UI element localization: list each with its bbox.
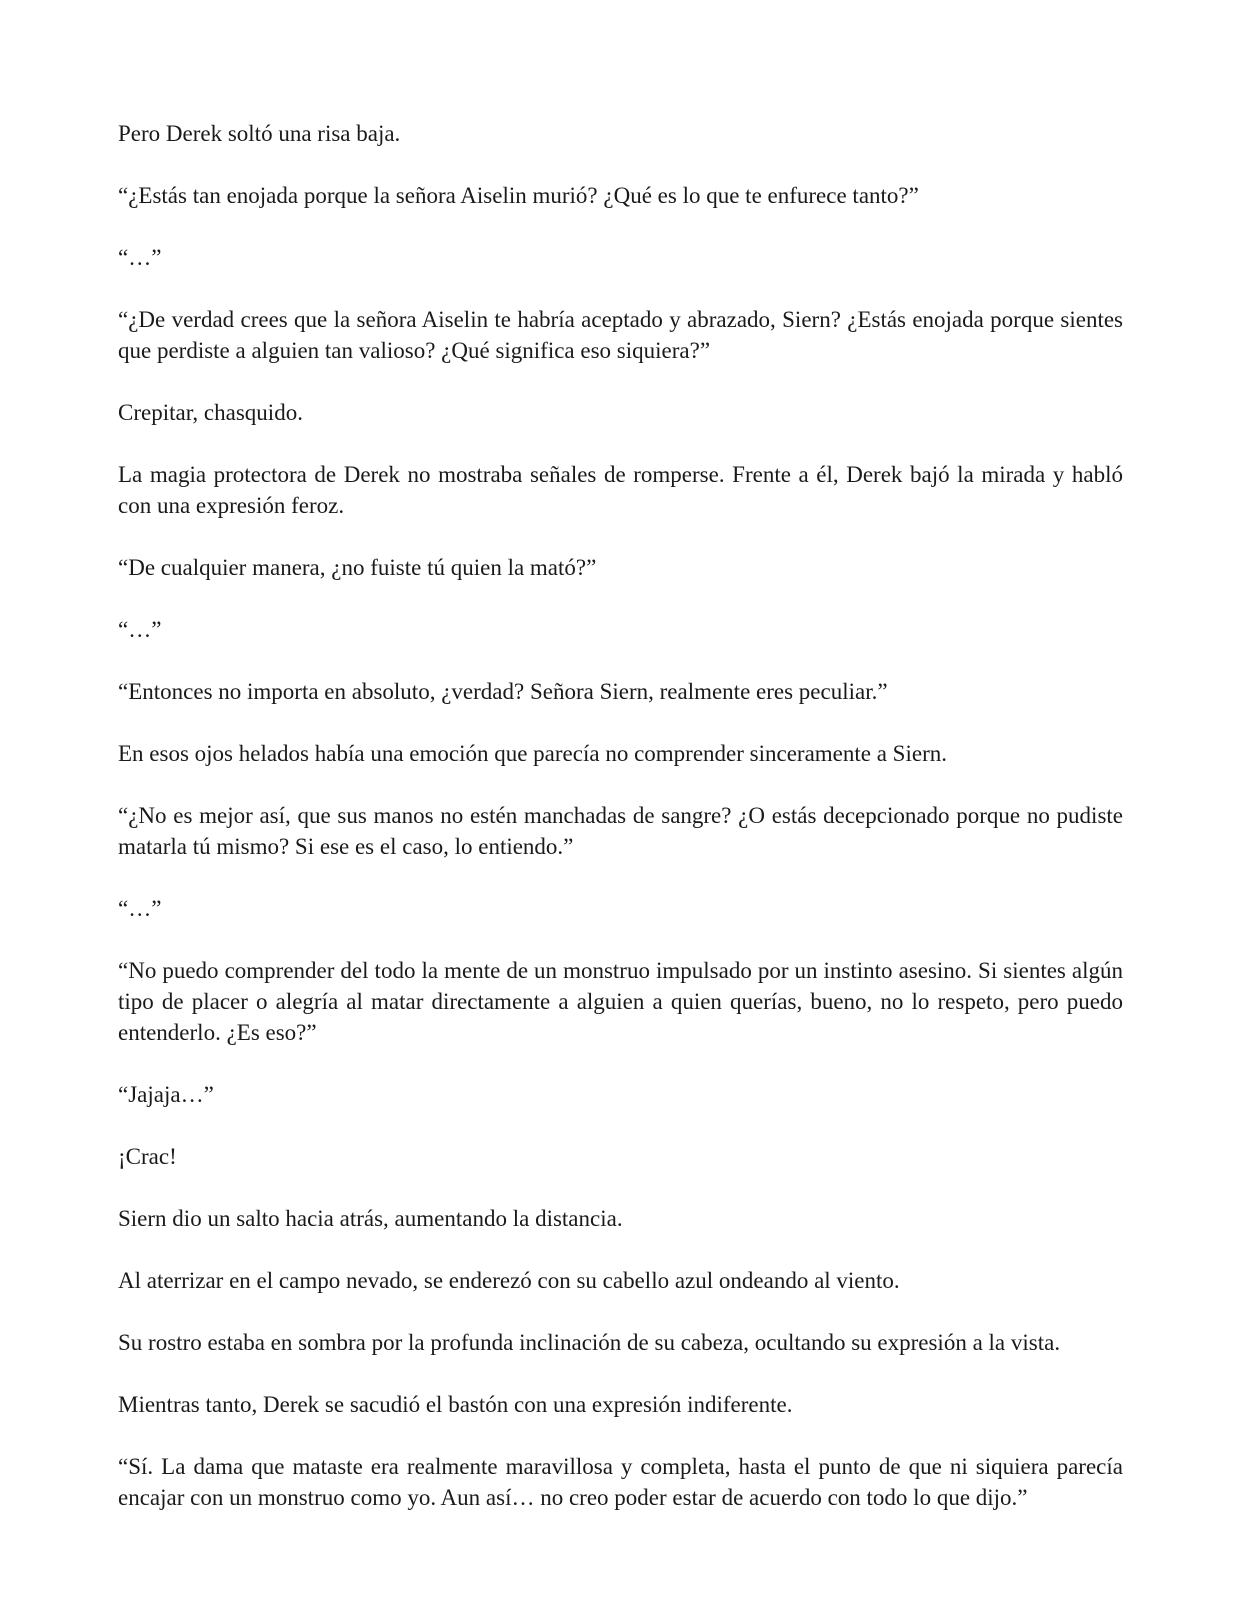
paragraph: “¿Estás tan enojada porque la señora Aiselin murió? ¿Qué es lo que te enfurece tanto?” xyxy=(118,183,919,208)
paragraph: “Sí. La dama que mataste era realmente maravillosa y completa, hasta el punto de que ni siquiera parecía encajar con un monstruo como yo. Aun así… no creo poder estar de acuerdo con todo lo que dijo.” xyxy=(118,1454,1123,1510)
paragraph: “Entonces no importa en absoluto, ¿verdad? Señora Siern, realmente eres peculiar.” xyxy=(118,679,888,704)
paragraph: Mientras tanto, Derek se sacudió el bastón con una expresión indiferente. xyxy=(118,1392,793,1417)
document-body xyxy=(118,118,1123,1513)
paragraph: Su rostro estaba en sombra por la profunda inclinación de su cabeza, ocultando su expresión a la vista. xyxy=(118,1330,1061,1355)
paragraph: Pero Derek soltó una risa baja. xyxy=(118,121,401,146)
paragraph: “…” xyxy=(118,245,162,270)
paragraph: Siern dio un salto hacia atrás, aumentando la distancia. xyxy=(118,1206,623,1231)
paragraph: “Jajaja…” xyxy=(118,1082,214,1107)
paragraph: Al aterrizar en el campo nevado, se enderezó con su cabello azul ondeando al viento. xyxy=(118,1268,900,1293)
paragraph: Crepitar, chasquido. xyxy=(118,400,303,425)
paragraph: “…” xyxy=(118,896,162,921)
paragraph: “¿No es mejor así, que sus manos no estén manchadas de sangre? ¿O estás decepcionado porque no pudiste matarla tú mismo? Si ese es el caso, lo entiendo.” xyxy=(118,803,1123,859)
paragraph: En esos ojos helados había una emoción que parecía no comprender sinceramente a Siern. xyxy=(118,741,947,766)
paragraph: “No puedo comprender del todo la mente de un monstruo impulsado por un instinto asesino. Si sientes algún tipo de placer o alegría al matar directamente a alguien a quien querías, bueno, no lo respeto, pero puedo entenderlo. ¿Es eso?” xyxy=(118,958,1123,1045)
paragraph: “¿De verdad crees que la señora Aiselin te habría aceptado y abrazado, Siern? ¿Estás enojada porque sientes que perdiste a alguien tan valioso? ¿Qué significa eso siquiera?” xyxy=(118,307,1123,363)
paragraph: ¡Crac! xyxy=(118,1144,177,1169)
paragraph: “De cualquier manera, ¿no fuiste tú quien la mató?” xyxy=(118,555,597,580)
paragraph: “…” xyxy=(118,617,162,642)
paragraph: La magia protectora de Derek no mostraba señales de romperse. Frente a él, Derek bajó la mirada y habló con una expresión feroz. xyxy=(118,462,1123,518)
